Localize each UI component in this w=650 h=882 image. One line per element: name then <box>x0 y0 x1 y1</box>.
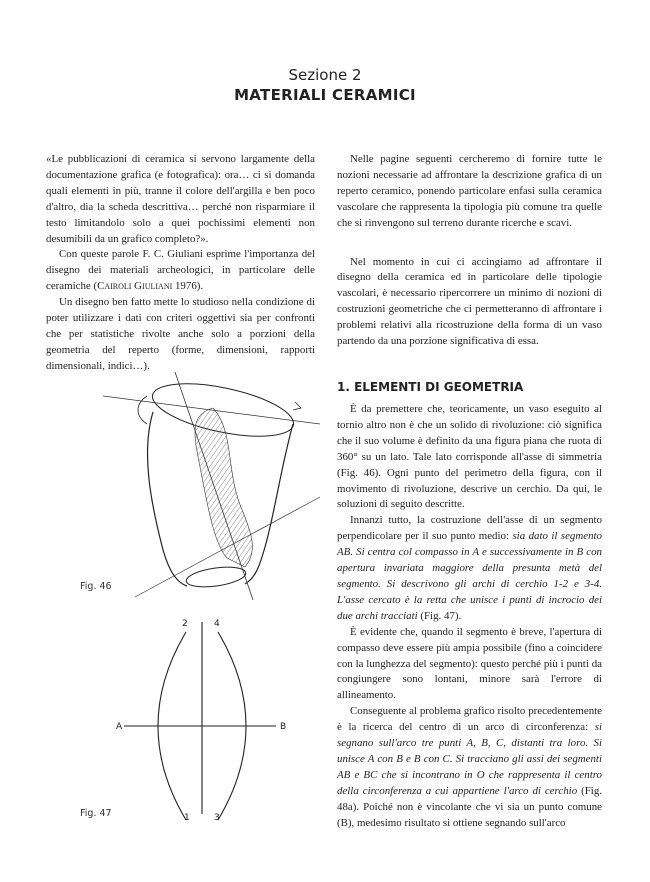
label-a: A <box>116 722 123 732</box>
label-3: 3 <box>214 813 220 823</box>
paragraph-disegno: Un disegno ben fatto mette lo studioso nella condizione di poter utilizzare i dati con criteri oggettivi sia per confronti che per statistiche rivolte anche solo a porzioni della geometria del reperto (forme, dimensioni, rapporti dimensionali, indici…). <box>46 296 315 372</box>
quote-paragraph: «Le pubblicazioni di ceramica si servono largamente della documentazione grafica (e fotografica): ora… ci si domanda quali elementi in più, tranne il colore dell'argilla e ben poco d'altro, dia la scheda descrittiva… perché non risparmiare il testo limitandolo solo a quei pochissimi elementi non desumibili da un grafico completo?». <box>46 153 315 245</box>
right-column-intro <box>337 152 602 350</box>
figure-47-bisector <box>110 614 310 824</box>
paragraph-asse: Innanzi tutto, la costruzione dell'asse di un segmento perpendicolare per il suo punto medio: sia dato il segmento AB. Si centra col compasso in A e successivamente in B con apertura invariata maggiore della presunta metà del segmento. Si descrivono gli archi di cerchio 1-2 e 3-4. L'asse cercato è la retta che unisce i punti di incrocio dei due archi tracciati (Fig. 47). <box>337 514 602 622</box>
paragraph-compasso: È evidente che, quando il segmento è breve, l'apertura di compasso deve essere più ampia possibile (fino a coincidere con la lunghezza del segmento): questo perché più i punti da congiungere sono lontani, minore sarà l'errore di allineamento. <box>337 625 602 702</box>
paragraph-giuliani: Con queste parole F. C. Giuliani esprime l'importanza del disegno dei materiali archeologici, in particolare delle ceramiche (Cairoli Giuliani 1976). <box>46 248 315 293</box>
paragraph-centro-arco: Conseguente al problema grafico risolto precedentemente è la ricerca del centro di un arco di circonferenza: si segnano sull'arco tre punti A, B, C, distanti tra loro. Si unisce A con B e B con C. Si tracciano gli assi dei segmenti AB e BC che si incontrano in O che rappresenta il centro della circonferenza a cui appartiene l'arco di cerchio (Fig. 48a). Poiché non è vincolante che vi sia un punto comune (B), medesimo risultato si ottiene segnando sull'arco <box>337 705 602 829</box>
citation: Cairoli Giuliani <box>97 280 173 293</box>
paragraph-nozioni: Nel momento in cui ci accingiamo ad affrontare il disegno della ceramica ed in particolare delle tipologie vascolari, è necessario ripercorrere un minimo di nozioni di costruzioni geometriche che ci permetteranno di affrontare i problemi relativi alla ricostruzione della forma di un vaso partendo da una porzione significativa di essa. <box>337 255 602 348</box>
paragraph-intro: Nelle pagine seguenti cercheremo di fornire tutte le nozioni necessarie ad affrontare la descrizione grafica di un reperto ceramico, ponendo particolare enfasi sulla ceramica vascolare che rappresenta la tipologia più comune tra quelle che si rinvengono sul terreno durante ricerche e scavi. <box>337 153 602 229</box>
label-1: 1 <box>184 813 190 823</box>
figure-46-caption: Fig. 46 <box>80 581 112 592</box>
figure-46-vase <box>95 372 325 602</box>
label-2: 2 <box>182 619 188 629</box>
paragraph-solido: È da premettere che, teoricamente, un vaso eseguito al tornio altro non è che un solido di rivoluzione: ciò significa che il suo volume è definito da una figura piana che ruota di 360° su un lato. Tale lato corrisponde all'asse di simmetria (Fig. 46). Ogni punto del perimetro della figura, con il movimento di rivoluzione, descrive un cerchio. Da qui, le soluzioni di seguito descritte. <box>337 403 602 511</box>
left-column <box>46 152 315 375</box>
section-label: Sezione 2 <box>288 66 362 84</box>
right-column-geometry <box>337 402 602 831</box>
figure-47-caption: Fig. 47 <box>80 808 112 819</box>
subsection-heading: 1. ELEMENTI DI GEOMETRIA <box>337 380 524 394</box>
label-b: B <box>280 722 287 732</box>
label-4: 4 <box>214 619 220 629</box>
section-title: MATERIALI CERAMICI <box>234 86 416 104</box>
